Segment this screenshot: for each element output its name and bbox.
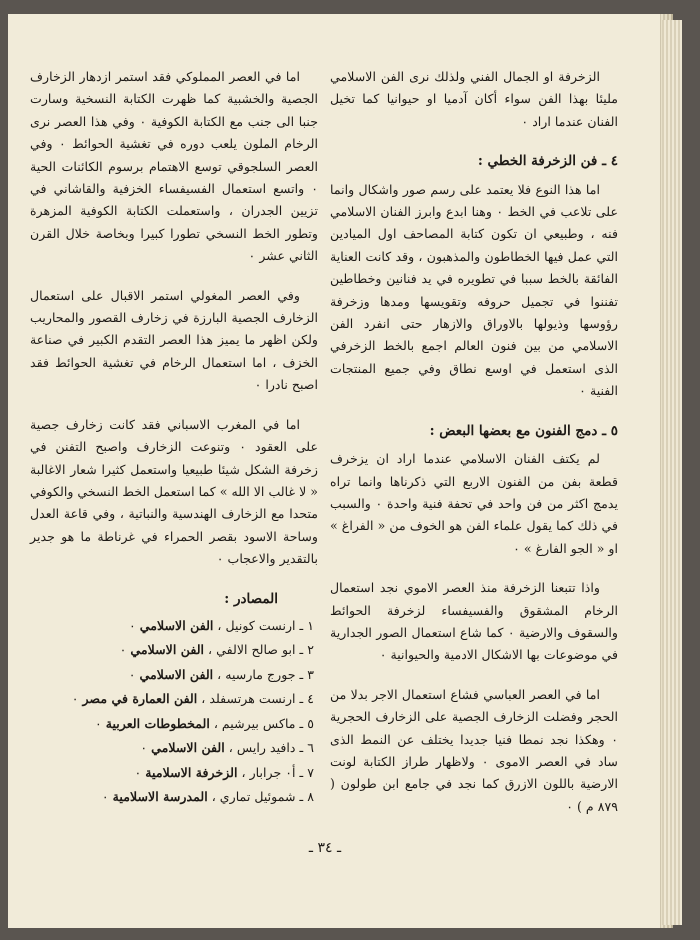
source-author-name: دافيد رايس ،	[224, 740, 296, 756]
paragraph: اما في المغرب الاسباني فقد كانت زخارف جصية على العقود ٠ وتنوعت الزخارف واصبح التفنن في زخرفة الشكل شيئا طبيعيا واستعمل كثيرا شعار الاغالبة « لا غالب الا الله » كما استعمل الخط النسخي والكوفي متحدا مع الزخارف الهندسية والنباتية ، وفي قاعة العدل وساحة الاسود بقصر الحمراء في غرناطة ما هو جدير بالتقدير والاعجاب ٠	[30, 416, 318, 567]
source-author-name: ماكس بيرشيم ،	[209, 715, 296, 731]
source-author: ٧ ـ	[295, 764, 314, 780]
source-author-name: جورج مارسيه ،	[213, 666, 296, 682]
section-heading: ٥ ـ دمج الفنون مع بعضها البعض :	[429, 422, 618, 439]
source-author: ١ ـ	[295, 617, 314, 633]
source-end: ٠	[140, 740, 152, 756]
source-title: المدرسة الاسلامية	[112, 789, 208, 805]
source-author: ٨ ـ	[295, 789, 314, 805]
source-title: الفن العمارة في مصر	[82, 691, 198, 707]
source-item	[30, 712, 314, 737]
right-column	[330, 66, 618, 835]
source-title: الفن الاسلامي	[139, 617, 214, 633]
left-column	[30, 66, 318, 810]
paragraph: واذا تتبعنا الزخرفة منذ العصر الاموي نجد استعمال الرخام المشقوق والفسيفساء لزخرفة الحوائط والسقوف والارضية ٠ كما شاع استعمال الصور الجدارية في موضوعات بها الاشكال الادمية والحيوانية ٠	[330, 580, 618, 663]
source-end: ٠	[119, 642, 131, 658]
sources-heading: المصادر :	[224, 590, 278, 607]
page-number: ـ ٣٤ ـ	[308, 840, 342, 856]
page-stack-edge	[662, 20, 682, 925]
source-item	[30, 638, 314, 663]
source-end: ٠	[71, 691, 83, 707]
source-item	[30, 687, 314, 712]
source-end: ٠	[101, 789, 113, 805]
source-item	[30, 785, 314, 810]
section-heading: ٤ ـ فن الزخرفة الخطي :	[477, 153, 618, 170]
source-end: ٠	[128, 666, 140, 682]
source-title: الفن الاسلامي	[130, 642, 205, 658]
source-author: ٤ ـ	[295, 691, 314, 707]
paragraph: الزخرفة او الجمال الفني ولذلك نرى الفن الاسلامي مليئا بهذا الفن سواء أكان آدميا او حيوانيا كما تخيل الفنان عندما اراد ٠	[330, 69, 618, 129]
source-end: ٠	[134, 764, 146, 780]
source-author-name: أ٠ جرابار ،	[237, 764, 296, 780]
source-author-name: ارنست هرتسفلد ،	[197, 691, 296, 707]
source-author-name: ارنست كونيل ،	[213, 617, 296, 633]
source-item	[30, 614, 314, 639]
paragraph: لم يكتف الفنان الاسلامي عندما اراد ان يزخرف قطعة بفن من الفنون الاربع التي ذكرناها وانما تراه يدمج اكثر من فن واحد في تحفة فنية واحدة ٠ والسبب في ذلك كما يقول علماء الفن هو الخوف من « الفراغ » او « الجو الفارغ » ٠	[330, 451, 618, 556]
paragraph: اما في العصر المملوكي فقد استمر ازدهار الزخارف الجصية والخشبية كما ظهرت الكتابة النسخية وسارت جنبا الى جنب مع الكتابة الكوفية ٠ وفي هذا العصر نرى الرخام الملون يلعب دوره في تغشية الحوائط ٠ وفي العصر السلجوقي توسع الاهتمام برسوم الكائنات الحية ٠ واتسع استعمال الفسيفساء الخزفية والقاشاني في تزيين الجدران ، واستعملت الكتابة الكوفية المزهرة وتطور الخط النسخي تطورا كبيرا وبخاصة خلال القرن الثاني عشر ٠	[30, 69, 318, 264]
source-item	[30, 761, 314, 786]
source-author: ٦ ـ	[295, 740, 314, 756]
paragraph: اما هذا النوع فلا يعتمد على رسم صور واشكال وانما على تلاعب في الخط ٠ وهنا ابدع وابرز الفنان الاسلامي فنه ، وطبيعي ان تكون كتابة المصاحف اول الميادين التي عمل فيها الخطاطون والمذهبون ، وقد كانت العناية الفائقة بالخط سببا في تطويره في يد فنانين وخطاطين تفننوا في تجميل حروفه وتقويسها ومدها وزخرفة رؤوسها وذيولها بالاوراق والازهار حتى انفرد الفن الاسلامي من بين فنون العالم اجمع بالخط الزخرفي الذى استعمل في اوسع نطاق وفي جميع المنتجات الفنية ٠	[330, 181, 618, 399]
source-author: ٣ ـ	[295, 666, 314, 682]
source-item	[30, 736, 314, 761]
source-author: ٥ ـ	[295, 715, 314, 731]
source-title: المخطوطات العربية	[105, 715, 210, 731]
source-title: الزخرفة الاسلامية	[145, 764, 238, 780]
source-author: ٢ ـ	[295, 642, 314, 658]
source-title: الفن الاسلامي	[151, 740, 225, 756]
source-item	[30, 663, 314, 688]
source-end: ٠	[128, 617, 140, 633]
source-title: الفن الاسلامي	[139, 666, 214, 682]
paragraph: وفي العصر المغولي استمر الاقبال على استعمال الزخارف الجصية البارزة في زخارف القصور والمحاريب ولكن اظهر ما يميز هذا العصر التقدم الكبير في صناعة الخزف ، اما استعمال الرخام في تغشية الحوائط فقد اصبح نادرا ٠	[30, 287, 318, 393]
paragraph: اما في العصر العباسي فشاع استعمال الاجر بدلا من الحجر وفضلت الزخارف الجصية على الزخارف الحجرية ٠ وهكذا نجد نمطا فنيا جديدا يختلف عن النمط الذى ساد في العصر الاموى ٠ ولاظهار طراز الكتابة لونت الارضية باللون الازرق كما نجد في جامع ابن طولون ( ٨٧٩ م ) ٠	[330, 686, 618, 814]
source-author-name: ابو صالح الالفي ،	[204, 642, 296, 658]
source-author-name: شموئيل تماري ،	[207, 789, 296, 805]
source-end: ٠	[94, 715, 106, 731]
sources-list	[30, 614, 318, 810]
